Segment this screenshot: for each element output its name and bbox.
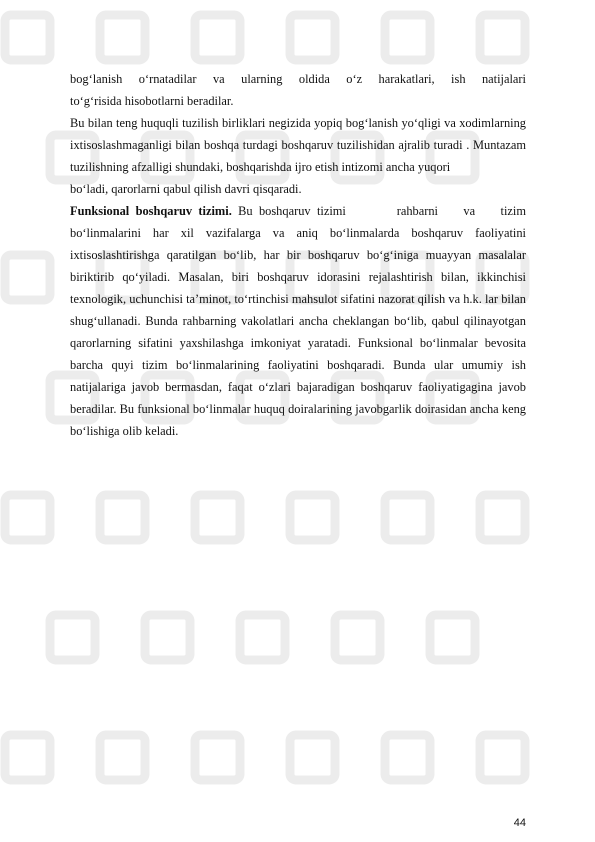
paragraph-continuation-line-1: bog‘lanish o‘rnatadilar va ularning oldida o‘z harakatlari, ish natijalari [70, 72, 526, 86]
section-heading: Funksional boshqaruv tizimi. [70, 204, 232, 218]
paragraph-continuation-line-2: to‘g‘risida hisobotlarni beradilar. [70, 94, 234, 108]
paragraph-linear-structure-end: bo‘ladi, qarorlarni qabul qilish davri qisqaradi. [70, 182, 302, 196]
section-first-line-rest: Bu boshqaruv tizimi rahbarni va tizim [231, 204, 526, 218]
section-functional-first-line [70, 200, 526, 222]
section-functional-body: bo‘linmalarini har xil vazifalarga va aniq bo‘linmalarda boshqaruv faoliyatini ixtisoslashtirishga qaratilgan bo‘lib, har bir boshqaruv bo‘g‘iniga muayyan masalalar biriktirib qo‘yiladi. Masalan, biri boshqaruv idorasini rejalashtirish bilan, ikkinchisi texnologik, uchunchisi ta’minot, to‘rtinchisi mahsulot sifatini nazorat qilish va h.k. lar bilan shug‘ullanadi. Bunda rahbarning vakolatlari ancha cheklangan bo‘lib, qabul qilinayotgan qarorlarning sifatini yaxshilashga imkoniyat yaratadi. Funksional bo‘linmalar bevosita barcha quyi tizim bo‘linmalarining faoliyatini boshqaradi. Bunda ular umumiy ish natijalariga javob bermasdan, faqat o‘zlari bajaradigan boshqaruv faoliyatigagina javob beradilar. Bu funksional bo‘linmalar huquq doiralarining javobgarlik doirasidan ancha keng bo‘lishiga olib keladi. [70, 226, 526, 438]
page-number: 44 [513, 817, 526, 829]
paragraph-linear-structure: Bu bilan teng huquqli tuzilish birliklari negizida yopiq bog‘lanish yo‘qligi va xodimlarning ixtisoslashmaganligi bilan boshqa turdagi boshqaruv tuzilishidan ajralib turadi . Muntazam tuzilishning afzalligi shundaki, boshqarishda ijro etish intizomi ancha yuqori [70, 116, 526, 174]
document-body [70, 68, 526, 442]
